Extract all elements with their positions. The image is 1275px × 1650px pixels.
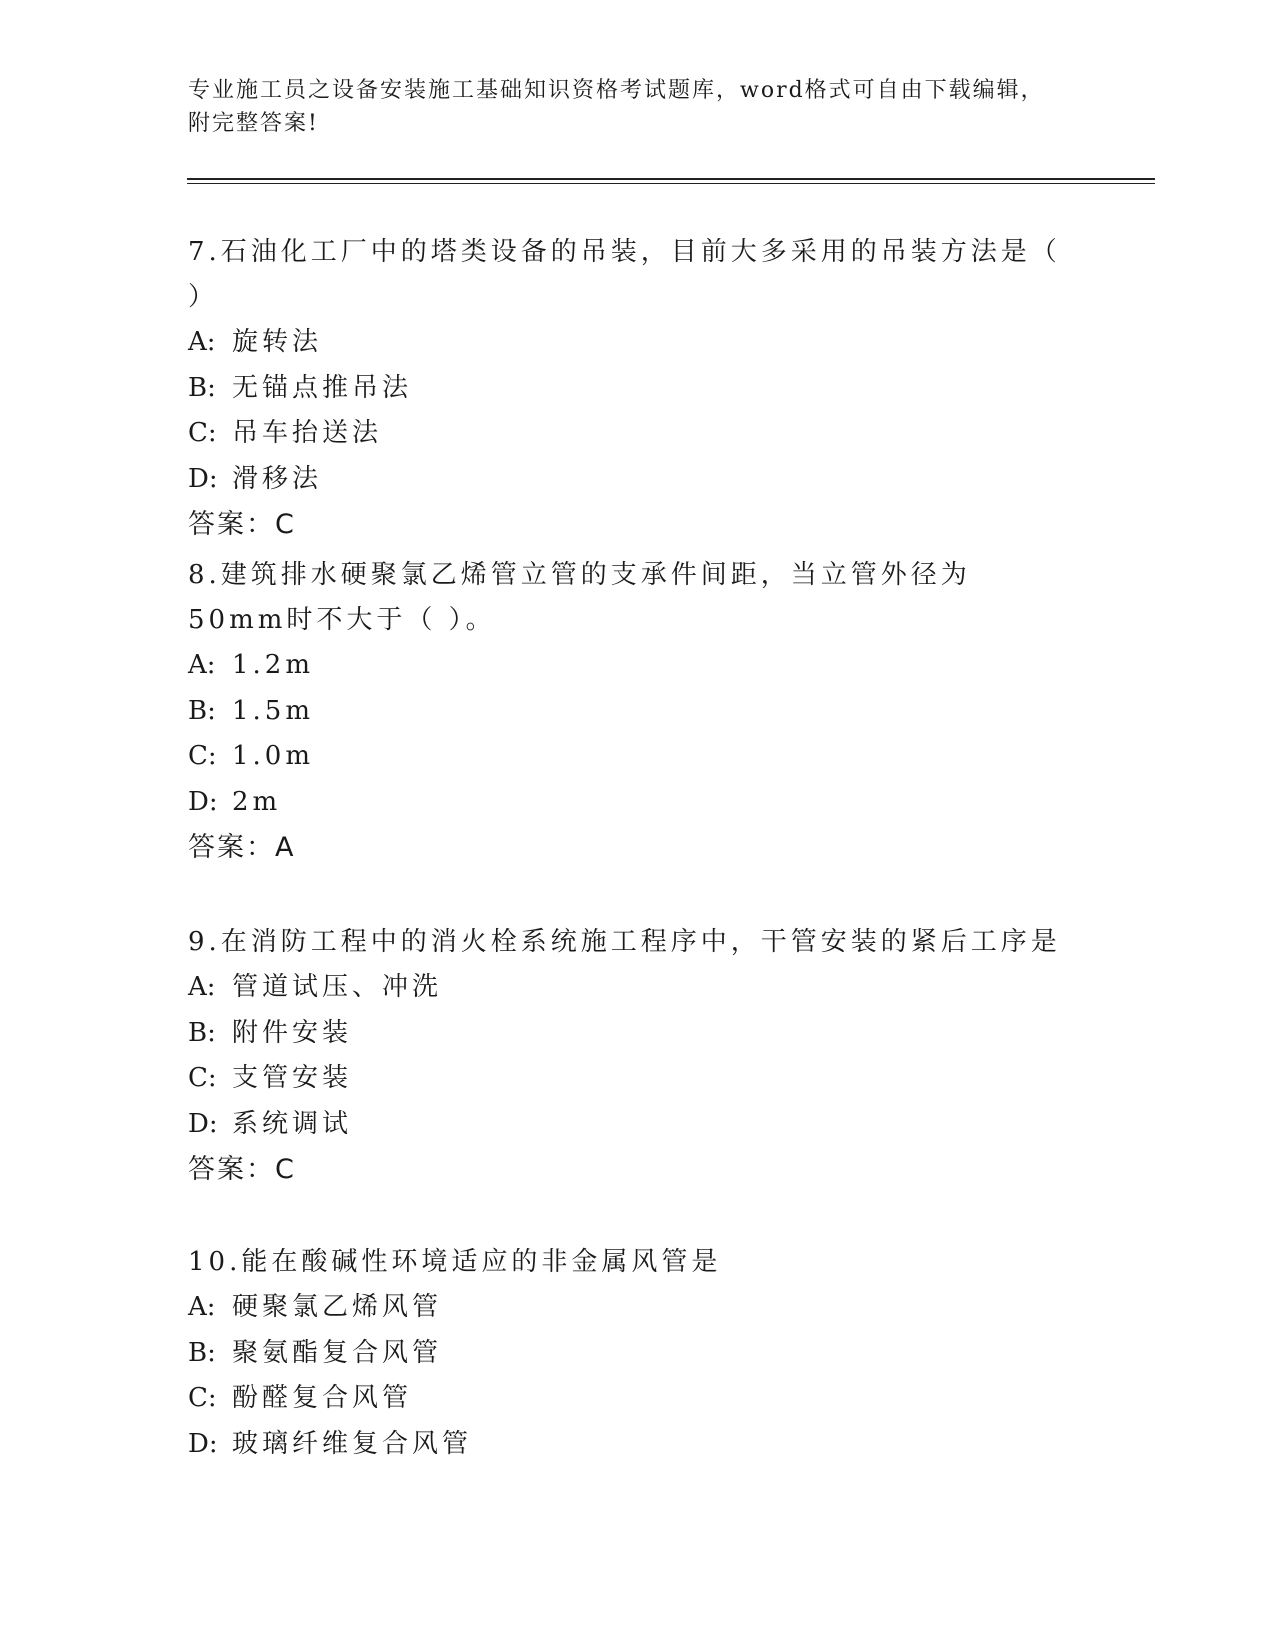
option-text: 酚醛复合风管 [232,1383,413,1413]
option-text: 旋转法 [232,327,323,357]
option-a [188,965,1088,1011]
option-b [188,366,1088,412]
option-text: 玻璃纤维复合风管 [232,1428,473,1459]
option-letter: C: [188,418,217,448]
option-b [188,1011,1088,1057]
option-text: 滑移法 [232,463,323,494]
option-letter: D: [188,463,218,494]
option-letter: D: [188,1108,218,1139]
document-header [188,74,1068,140]
option-letter: C: [188,1063,217,1093]
option-letter: B: [188,372,216,403]
option-d [188,1422,1088,1468]
option-text: 系统调试 [232,1108,353,1139]
option-text: 聚氨酯复合风管 [232,1337,443,1368]
option-b [188,689,1068,735]
question-stem: 9.在消防工程中的消火栓系统施工程序中，干管安装的紧后工序是 [188,927,1061,957]
option-letter: A: [188,972,216,1002]
question-stem: 8.建筑排水硬聚氯乙烯管立管的支承件间距，当立管外径为50mm时不大于（ ）。 [188,560,971,635]
answer: 答案：A [188,832,296,863]
option-c [188,1376,1088,1422]
option-text: 吊车抬送法 [232,418,383,448]
option-c [188,411,1088,457]
option-text: 2m [232,786,282,817]
question-7 [188,230,1088,547]
option-d [188,780,1068,826]
answer: 答案：C [188,1154,296,1185]
question-stem: 7.石油化工厂中的塔类设备的吊装，目前大多采用的吊装方法是（ ） [188,237,1061,312]
option-letter: A: [188,1292,216,1322]
option-letter: B: [188,695,216,726]
answer: 答案：C [188,509,296,540]
option-letter: D: [188,1428,218,1459]
option-letter: A: [188,327,216,357]
option-letter: B: [188,1017,216,1048]
option-text: 无锚点推吊法 [232,372,413,403]
header-line-2: 附完整答案! [188,111,319,136]
option-text: 支管安装 [232,1063,353,1093]
option-text: 附件安装 [232,1017,353,1048]
question-8 [188,553,1068,870]
option-d [188,457,1088,503]
option-a [188,643,1068,689]
header-divider [187,178,1155,184]
option-letter: C: [188,741,217,771]
option-text: 硬聚氯乙烯风管 [232,1292,443,1322]
option-c [188,1056,1088,1102]
option-letter: D: [188,786,218,817]
option-a [188,320,1088,366]
option-d [188,1102,1088,1148]
option-text: 1.2m [232,650,315,680]
question-10 [188,1240,1088,1467]
option-c [188,734,1068,780]
option-b [188,1331,1088,1377]
question-9 [188,920,1088,1192]
option-text: 管道试压、冲洗 [232,972,443,1002]
option-text: 1.5m [232,695,315,726]
option-letter: A: [188,650,216,680]
option-letter: C: [188,1383,217,1413]
header-line-1: 专业施工员之设备安装施工基础知识资格考试题库，word格式可自由下载编辑， [188,78,1045,103]
option-letter: B: [188,1337,216,1368]
option-a [188,1285,1088,1331]
question-stem: 10.能在酸碱性环境适应的非金属风管是 [188,1247,722,1277]
option-text: 1.0m [232,741,315,771]
